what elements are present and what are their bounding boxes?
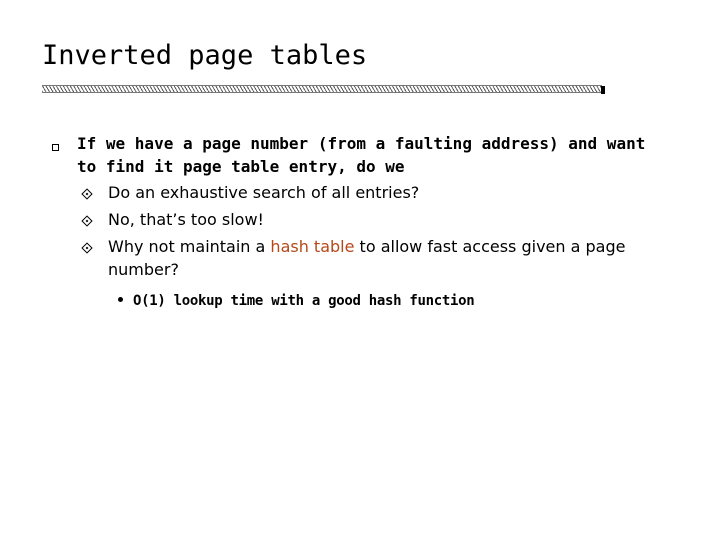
- diamond-bullet-icon: [81, 215, 92, 226]
- diamond-bullet-icon: [81, 188, 92, 199]
- diamond-bullet-icon: [81, 242, 92, 253]
- bullet-level2-item: [82, 235, 662, 281]
- square-bullet-icon: [52, 144, 59, 151]
- hash-table-highlight: hash table: [270, 237, 355, 256]
- title-underline-rule: [42, 85, 602, 93]
- bullet-level2-text-before: Why not maintain a: [108, 237, 271, 256]
- bullet-level1-text: If we have a page number (from a faulting address) and want to find it page table entry, do we: [77, 134, 646, 176]
- bullet-level3: [118, 293, 474, 309]
- bullet-level1: [52, 132, 652, 178]
- bullet-level3-text: O(1) lookup time with a good hash function: [133, 293, 475, 309]
- title-underline-end: [601, 86, 605, 94]
- bullet-level2-item: [82, 208, 662, 231]
- bullet-level2-text: No, that’s too slow!: [108, 210, 264, 229]
- bullet-level2-list: [82, 181, 662, 285]
- slide-title: Inverted page tables: [42, 40, 368, 71]
- bullet-level2-text: Do an exhaustive search of all entries?: [108, 183, 420, 202]
- bullet-level2-text-after: to allow fast access given a page number?: [108, 237, 626, 279]
- dot-bullet-icon: [118, 297, 123, 302]
- bullet-level2-item: [82, 181, 662, 204]
